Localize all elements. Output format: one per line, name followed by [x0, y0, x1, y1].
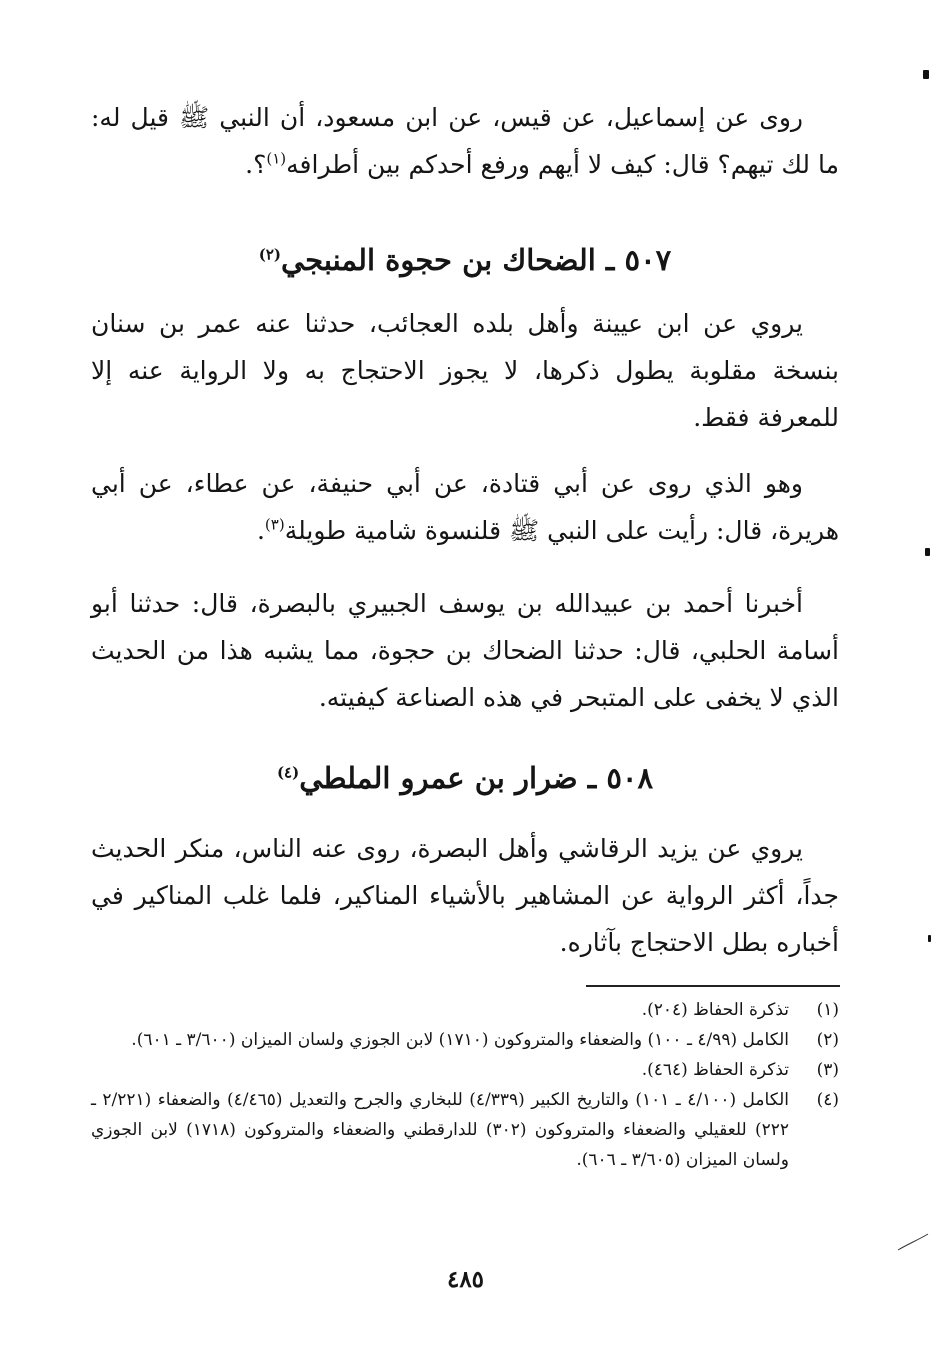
footnote-number: (٣): [816, 1060, 839, 1080]
paragraph-2: [91, 300, 839, 441]
paragraph-3-end: .: [256, 516, 265, 545]
paragraph-3: [91, 460, 839, 554]
paragraph-3-text: وهو الذي روى عن أبي قتادة، عن أبي حنيفة، عن عطاء، عن أبي هريرة، قال: رأيت على النبي ﷺ قلنسوة شامية طويلة: [91, 469, 839, 545]
footnote-number: (١): [816, 1000, 839, 1020]
footnote-number: (٤): [816, 1090, 839, 1110]
paragraph-1: [91, 94, 839, 188]
footnote-4: [91, 1085, 839, 1175]
footnote-text: تذكرة الحفاظ (٤٦٤).: [641, 1060, 789, 1080]
footnote-2: [91, 1025, 839, 1055]
footnote-separator: [586, 985, 840, 987]
paragraph-1-end: ؟.: [245, 150, 267, 179]
paragraph-5: [91, 825, 839, 966]
footnote-text: الكامل (٤/٩٩ ـ ١٠٠) والضعفاء والمتروكون (١٧١٠) لابن الجوزي ولسان الميزان (٣/٦٠٠ ـ ٦٠١).: [131, 1030, 789, 1050]
entry-heading-508-text: ٥٠٨ ـ ضرار بن عمرو الملطي: [299, 761, 654, 795]
footnotes: [91, 995, 839, 1175]
footnote-ref-3: (٣): [264, 515, 285, 534]
paragraph-2-text: يروي عن ابن عيينة وأهل بلده العجائب، حدثنا عنه عمر بن سنان بنسخة مقلوبة يطول ذكرها، لا يجوز الاحتجاج به ولا الرواية عنه إلا للمعرفة فقط.: [91, 309, 839, 432]
footnote-text: تذكرة الحفاظ (٢٠٤).: [641, 1000, 789, 1020]
footnote-3: [91, 1055, 839, 1085]
entry-heading-507: [91, 240, 839, 280]
footnote-text: الكامل (٤/١٠٠ ـ ١٠١) والتاريخ الكبير (٤/٣٣٩) للبخاري والجرح والتعديل (٤/٤٦٥) والضعفاء (٢/٢٢١ ـ ٢٢٢) للعقيلي والضعفاء والمتروكون (٣٠٢) للدارقطني والضعفاء والمتروكون (١٧١٨) لابن الجوزي ولسان الميزان (٣/٦٠٥ ـ ٦٠٦).: [91, 1090, 790, 1170]
scan-mark: [925, 548, 930, 556]
footnote-number: (٢): [816, 1030, 839, 1050]
page-number: ٤٨٥: [446, 1266, 485, 1293]
footnote-ref-4: (٤): [276, 763, 300, 782]
paragraph-4-text: أخبرنا أحمد بن عبيدالله بن يوسف الجبيري بالبصرة، قال: حدثنا أبو أسامة الحلبي، قال: حدثنا الضحاك بن حجوة، مما يشبه هذا من الحديث الذي لا يخفى على المتبحر في هذه الصناعة كيفيته.: [91, 589, 839, 712]
footnote-ref-2: (٢): [258, 245, 282, 264]
scan-stroke: [896, 1228, 930, 1254]
footnote-1: [91, 995, 839, 1025]
paragraph-5-text: يروي عن يزيد الرقاشي وأهل البصرة، روى عنه الناس، منكر الحديث جداً، أكثر الرواية عن المشاهير بالأشياء المناكير، فلما غلب المناكير في أخباره بطل الاحتجاج بآثاره.: [91, 834, 839, 957]
scan-mark: [923, 70, 929, 79]
entry-heading-508: [91, 758, 839, 798]
entry-heading-507-text: ٥٠٧ ـ الضحاك بن حجوة المنبجي: [281, 243, 672, 277]
paragraph-1-text: روى عن إسماعيل، عن قيس، عن ابن مسعود، أن النبي ﷺ قيل له: ما لك تيهم؟ قال: كيف لا أيهم ورفع أحدكم بين أطرافه: [91, 103, 839, 179]
paragraph-4: [91, 580, 839, 721]
footnote-ref-1: (١): [266, 149, 287, 168]
